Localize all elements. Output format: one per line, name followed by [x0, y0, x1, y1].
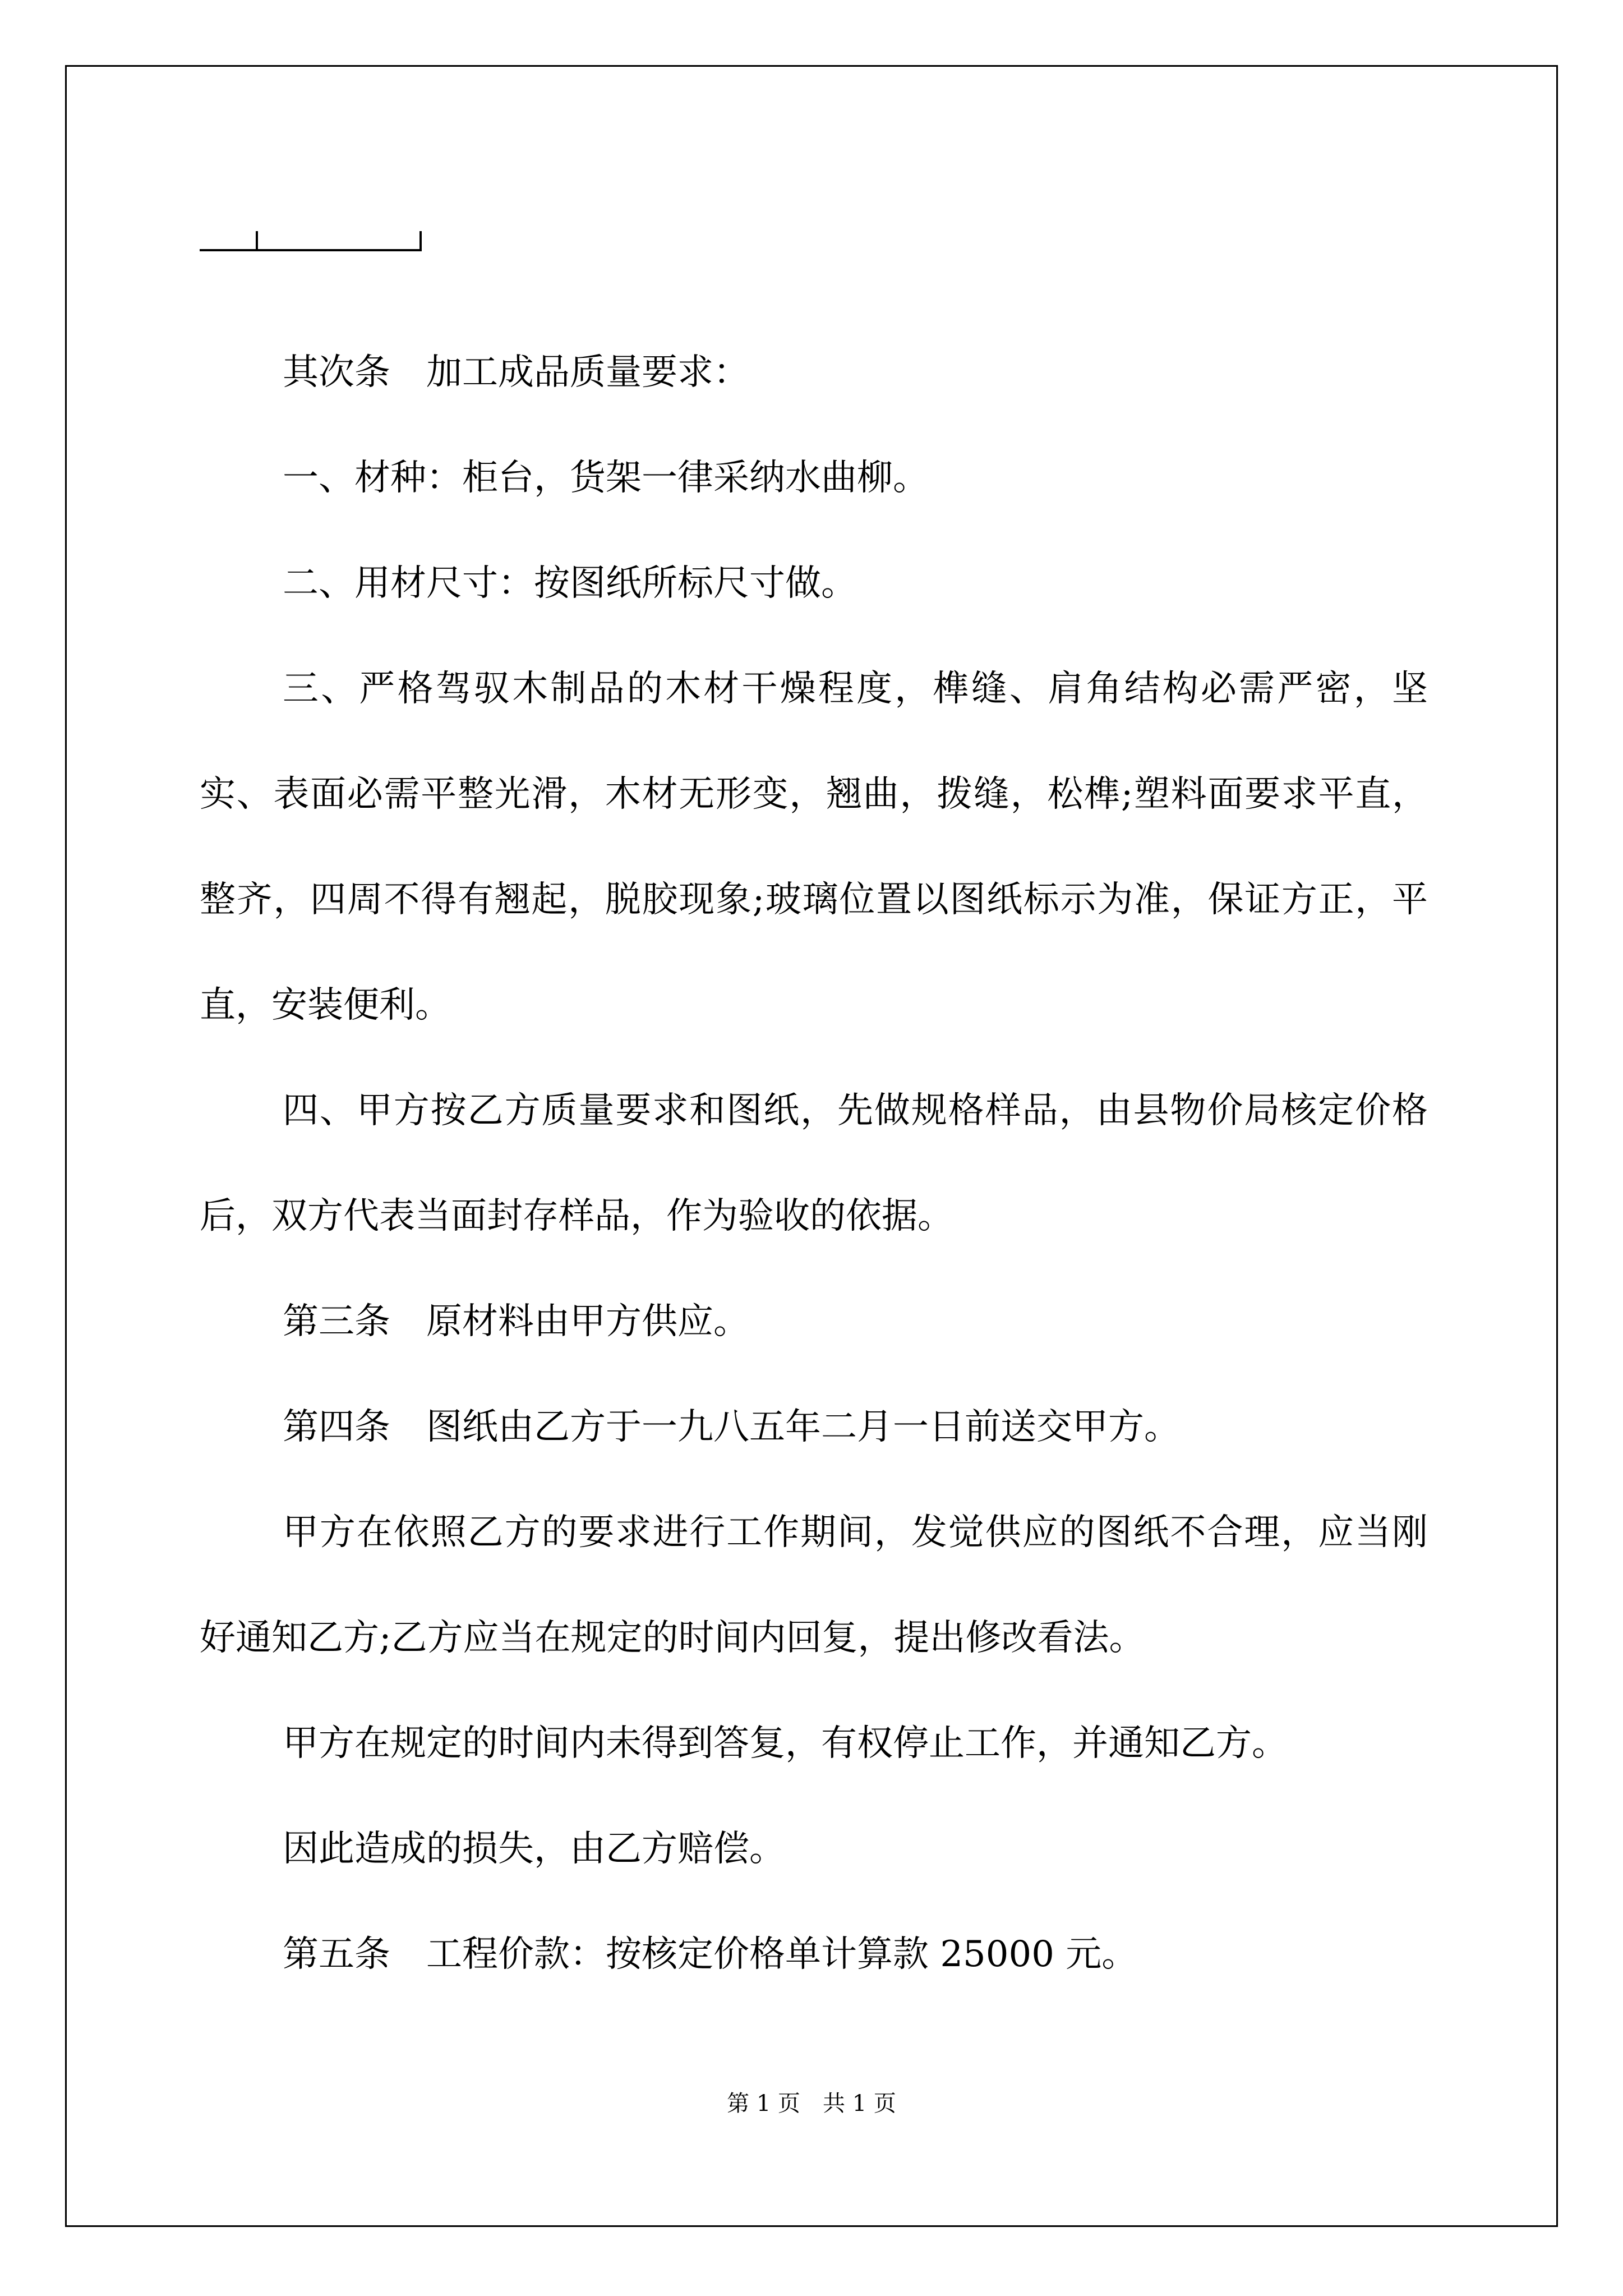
paragraph: 四、甲方按乙方质量要求和图纸，先做规格样品，由县物价局核定价格后，双方代表当面封存样品，作为验收的依据。 — [200, 1090, 1428, 1237]
table-bottom-border — [200, 249, 422, 251]
paragraph: 第三条 原材料由甲方供应。 — [283, 1301, 749, 1342]
document-body — [200, 320, 1428, 2007]
table-column-divider — [419, 231, 422, 251]
paragraph: 二、用材尺寸：按图纸所标尺寸做。 — [283, 563, 857, 604]
paragraph: 一、材种：柜台，货架一律采纳水曲柳。 — [283, 457, 929, 499]
paragraph: 因此造成的损失，由乙方赔偿。 — [283, 1828, 785, 1870]
paragraph: 甲方在规定的时间内未得到答复，有权停止工作，并通知乙方。 — [283, 1723, 1288, 1764]
paragraph: 其次条 加工成品质量要求： — [283, 352, 749, 393]
table-column-divider — [256, 231, 258, 251]
paragraph: 第五条 工程价款：按核定价格单计算款 25000 元。 — [283, 1934, 1138, 1975]
paragraph: 三、严格驾驭木制品的木材干燥程度，榫缝、肩角结构必需严密，坚实、表面必需平整光滑，木材无形变，翘曲，拨缝，松榫;塑料面要求平直，整齐，四周不得有翘起，脱胶现象;玻璃位置以图纸标示为准，保证方正，平直，安装便利。 — [200, 668, 1428, 1026]
table-fragment — [200, 231, 424, 251]
page-number-footer: 第 1 页 共 1 页 — [727, 2091, 896, 2116]
paragraph: 甲方在依照乙方的要求进行工作期间，发觉供应的图纸不合理，应当刚好通知乙方;乙方应当在规定的时间内回复，提出修改看法。 — [200, 1512, 1428, 1659]
paragraph: 第四条 图纸由乙方于一九八五年二月一日前送交甲方。 — [283, 1406, 1180, 1448]
